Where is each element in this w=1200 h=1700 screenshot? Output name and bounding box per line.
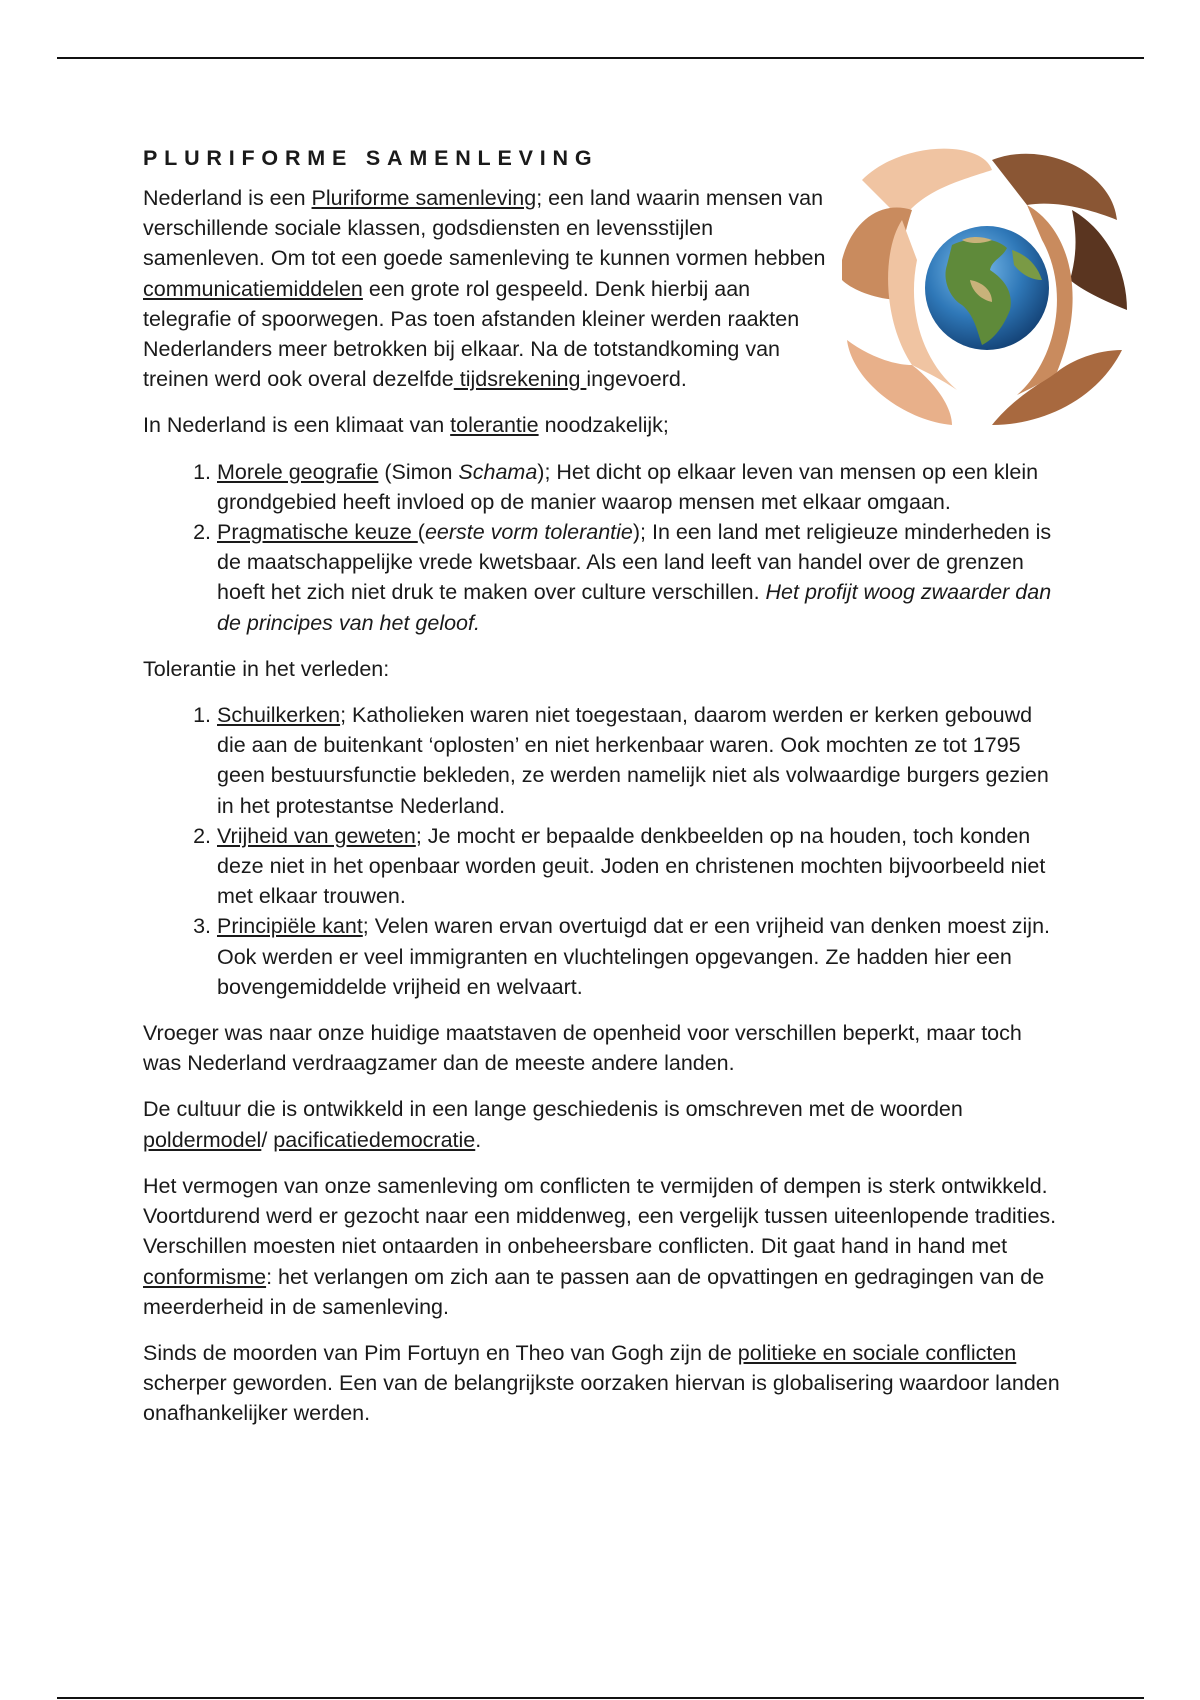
footer-rule [57, 1697, 1144, 1699]
tolerance-past-list [143, 700, 1063, 1002]
list-item: 3. Principiële kant; Velen waren ervan overtuigd dat er een vrijheid van denken moest zijn. Ook werden er veel immigranten en vluchtelingen opgevangen. Ze hadden hier een bovengemiddelde vrijheid en welvaart. [217, 911, 1063, 1002]
conflict-paragraph: Het vermogen van onze samenleving om conflicten te vermijden of dempen is sterk ontwikkeld. Voortdurend werd er gezocht naar een middenweg, een vergelijk tussen uiteenlopende tradities. Verschillen moesten niet ontaarden in onbeheersbare conflicten. Dit gaat hand in hand met conformisme: het verlangen om zich aan te passen aan de opvattingen en gedragingen van de meerderheid in de samenleving. [143, 1173, 1057, 1319]
page-title: PLURIFORME SAMENLEVING [143, 146, 599, 170]
past-heading: Tolerantie in het verleden: [143, 656, 390, 681]
term-pacificatiedemocratie: pacificatiedemocratie [273, 1127, 476, 1152]
intro-paragraph: Nederland is een Pluriforme samenleving; een land waarin mensen van verschillende sociale klassen, godsdiensten en levensstijlen samenleven. Om tot een goede samenleving te kunnen vormen hebben communicatiemiddelen een grote rol gespeeld. Denk hierbij aan telegrafie of spoorwegen. Pas toen afstanden kleiner werden raakten Nederlanders meer betrokken bij elkaar. Na de totstandkoming van treinen werd ook overal dezelfde tijdsrekening ingevoerd. [143, 186, 826, 392]
document-body [143, 143, 1063, 1445]
term-tolerantie: tolerantie [450, 413, 539, 438]
term-tijdsrekening: tijdsrekening [453, 367, 587, 392]
term-conformisme: conformisme [143, 1264, 267, 1289]
list-item: 2. Pragmatische keuze (eerste vorm tolerantie); In een land met religieuze minderheden is de maatschappelijke vrede kwetsbaar. Als een land leeft van handel over de grenzen hoeft het zich niet druk te maken over culture verschillen. Het profijt woog zwaarder dan de principes van het geloof. [217, 517, 1063, 638]
list-item: 1. Schuilkerken; Katholieken waren niet toegestaan, daarom werden er kerken gebouwd die aan de buitenkant ‘oplosten’ en niet herkenbaar waren. Ook mochten ze tot 1795 geen bestuursfunctie bekleden, ze werden namelijk niet als volwaardige burgers gezien in het protestantse Nederland. [217, 700, 1063, 821]
term-communicatiemiddelen: communicatiemiddelen [143, 276, 363, 301]
term-politieke-en-sociale-conflicten: politieke en sociale conflicten [737, 1340, 1017, 1365]
list-item: 1. Morele geografie (Simon Schama); Het dicht op elkaar leven van mensen op een klein grondgebied heeft invloed op de manier waarop mensen met elkaar omgaan. [217, 457, 1063, 517]
past-summary-paragraph: Vroeger was naar onze huidige maatstaven de openheid voor verschillen beperkt, maar toch was Nederland verdraagzamer dan de meeste andere landen. [143, 1021, 1022, 1076]
list-item: 2. Vrijheid van geweten; Je mocht er bepaalde denkbeelden op na houden, toch konden deze niet in het openbaar worden geuit. Joden en christenen mochten bijvoorbeeld niet met elkaar trouwen. [217, 821, 1063, 912]
recent-paragraph: Sinds de moorden van Pim Fortuyn en Theo van Gogh zijn de politieke en sociale conflicten scherper geworden. Een van de belangrijkste oorzaken hiervan is globalisering waardoor landen onafhankelijker werden. [143, 1340, 1060, 1426]
tolerance-intro-paragraph: In Nederland is een klimaat van tolerantie noodzakelijk; [143, 413, 669, 438]
header-rule [57, 57, 1144, 59]
culture-paragraph: De cultuur die is ontwikkeld in een lange geschiedenis is omschreven met de woorden poldermodel/ pacificatiedemocratie. [143, 1097, 963, 1152]
term-pluriforme-samenleving: Pluriforme samenleving [311, 186, 537, 210]
term-poldermodel: poldermodel [143, 1127, 262, 1152]
tolerance-reasons-list [143, 457, 1063, 638]
